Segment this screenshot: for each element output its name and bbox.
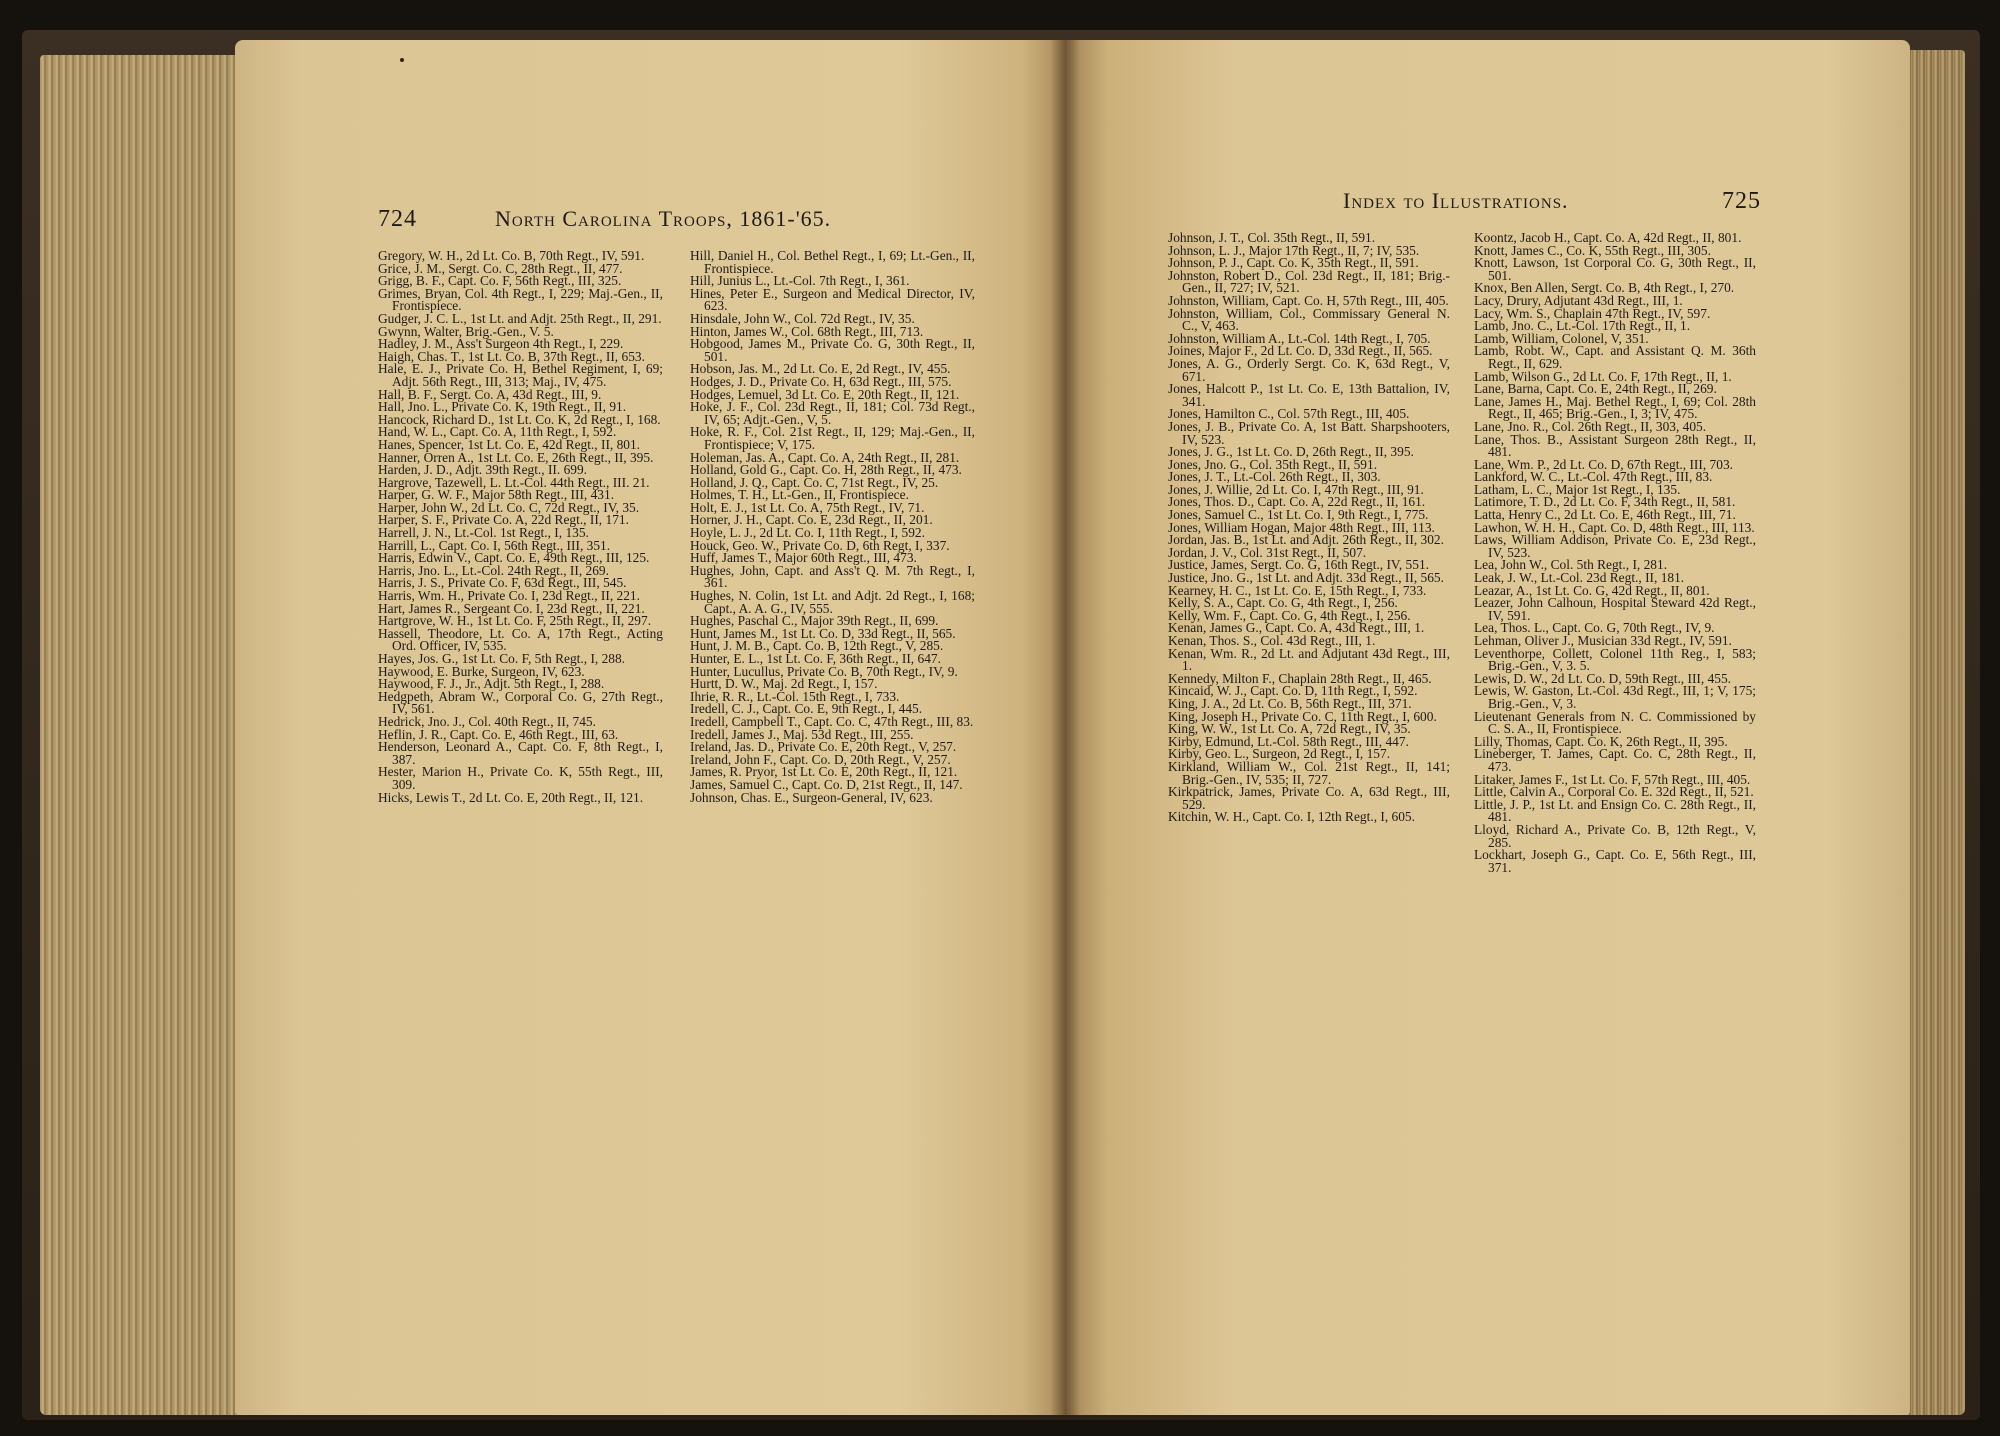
- index-entry: Holmes, T. H., Lt.-Gen., II, Frontispiece.: [690, 487, 909, 503]
- index-entry: Harris, Jno. L., Lt.-Col. 24th Regt., II, 269.: [378, 562, 609, 578]
- index-entry: Haywood, E. Burke, Surgeon, IV, 623.: [378, 663, 585, 679]
- index-entry: Haigh, Chas. T., 1st Lt. Co. B, 37th Regt., II, 653.: [378, 348, 645, 364]
- index-entry: Harper, G. W. F., Major 58th Regt., III, 431.: [378, 487, 615, 503]
- index-entry: Hodges, Lemuel, 3d Lt. Co. E, 20th Regt., II, 121.: [690, 386, 960, 402]
- index-entry: Hadley, J. M., Ass't Surgeon 4th Regt., I, 229.: [378, 336, 624, 352]
- index-entry: James, Samuel C., Capt. Co. D, 21st Regt., II, 147.: [690, 776, 963, 792]
- index-entry: Harper, John W., 2d Lt. Co. C, 72d Regt., IV, 35.: [378, 499, 640, 515]
- index-entry: Lieutenant Generals from N. C. Commissioned by C. S. A., II, Frontispiece.: [1474, 708, 1756, 737]
- index-entry: Jones, William Hogan, Major 48th Regt., III, 113.: [1168, 519, 1435, 535]
- index-entry: Iredell, Campbell T., Capt. Co. C, 47th Regt., III, 83.: [690, 713, 974, 729]
- index-entry: Lehman, Oliver J., Musician 33d Regt., IV, 591.: [1474, 633, 1732, 648]
- index-entry: Heflin, J. R., Capt. Co. E, 46th Regt., III, 63.: [378, 726, 619, 742]
- index-entry: Jones, J. T., Lt.-Col. 26th Regt., II, 303.: [1168, 469, 1381, 485]
- index-entry: Hale, E. J., Private Co. H, Bethel Regiment, I, 69; Adjt. 56th Regt., III, 313; Maj., IV, 475.: [378, 361, 663, 389]
- index-entry: Litaker, James F., 1st Lt. Co. F, 57th Regt., III, 405.: [1474, 771, 1751, 787]
- index-entry: James, R. Pryor, 1st Lt. Co. E, 20th Regt., II, 121.: [690, 764, 958, 780]
- index-entry: Jordan, J. V., Col. 31st Regt., II, 507.: [1168, 544, 1367, 560]
- index-entry: Hartgrove, W. H., 1st Lt. Co. F, 25th Regt., II, 297.: [378, 613, 652, 629]
- index-entry: Lewis, W. Gaston, Lt.-Col. 43d Regt., III, 1; V, 175; Brig.-Gen., V, 3.: [1474, 683, 1756, 711]
- index-entry: King, J. A., 2d Lt. Co. B, 56th Regt., III, 371.: [1168, 695, 1412, 711]
- index-entry: Lilly, Thomas, Capt. Co. K, 26th Regt., II, 395.: [1474, 733, 1728, 749]
- index-entry: Kearney, H. C., 1st Lt. Co. E, 15th Regt., I, 733.: [1168, 582, 1427, 598]
- index-entry: Hanner, Orren A., 1st Lt. Co. E, 26th Regt., II, 395.: [378, 449, 654, 465]
- index-entry: Gudger, J. C. L., 1st Lt. and Adjt. 25th Regt., II, 291.: [378, 310, 662, 326]
- index-entry: Jones, A. G., Orderly Sergt. Co. K, 63d Regt., V, 671.: [1168, 355, 1450, 384]
- index-entry: Grimes, Bryan, Col. 4th Regt., I, 229; Maj.-Gen., II, Frontispiece.: [378, 285, 663, 314]
- index-entry: Jones, Samuel C., 1st Lt. Co. I, 9th Regt., I, 775.: [1168, 507, 1429, 523]
- index-entry: Hart, James R., Sergeant Co. I, 23d Regt., II, 221.: [378, 600, 645, 616]
- index-entry: Harrill, L., Capt. Co. I, 56th Regt., III, 351.: [378, 537, 611, 553]
- index-entry: Hand, W. L., Capt. Co. A, 11th Regt., I, 592.: [378, 424, 617, 440]
- index-entry: Hoke, J. F., Col. 23d Regt., II, 181; Col. 73d Regt., IV, 65; Adjt.-Gen., V, 5.: [690, 399, 975, 427]
- index-entry: Lea, John W., Col. 5th Regt., I, 281.: [1474, 557, 1668, 573]
- index-entry: Kelly, S. A., Capt. Co. G, 4th Regt., I, 256.: [1168, 595, 1398, 611]
- index-entry: Gregory, W. H., 2d Lt. Co. B, 70th Regt., IV, 591.: [378, 248, 645, 263]
- index-entry: Kitchin, W. H., Capt. Co. I, 12th Regt., I, 605.: [1168, 809, 1415, 825]
- index-entry: Hughes, Paschal C., Major 39th Regt., II, 699.: [690, 613, 939, 629]
- index-entry: Knott, James C., Co. K, 55th Regt., III, 305.: [1474, 242, 1711, 258]
- index-entry: Lane, Jno. R., Col. 26th Regt., II, 303, 405.: [1474, 418, 1707, 434]
- index-entry: Leazer, John Calhoun, Hospital Steward 42d Regt., IV, 591.: [1474, 595, 1756, 623]
- index-entry: Hobgood, James M., Private Co. G, 30th Regt., II, 501.: [690, 336, 975, 364]
- index-entry: Kirby, Geo. L., Surgeon, 2d Regt., I, 157.: [1168, 746, 1391, 762]
- index-entry: Kenan, Wm. R., 2d Lt. and Adjutant 43d Regt., III, 1.: [1168, 645, 1450, 674]
- index-entry: Hunt, J. M. B., Capt. Co. B, 12th Regt., V, 285.: [690, 638, 944, 654]
- index-entry: Grice, J. M., Sergt. Co. C, 28th Regt., II, 477.: [378, 260, 623, 276]
- index-entry: Iredell, James J., Maj. 53d Regt., III, 255.: [690, 726, 914, 742]
- index-entry: Hines, Peter E., Surgeon and Medical Director, IV, 623.: [690, 285, 975, 314]
- index-entry: Hunter, Lucullus, Private Co. B, 70th Regt., IV, 9.: [690, 663, 958, 679]
- index-entry: Kincaid, W. J., Capt. Co. D, 11th Regt., I, 592.: [1168, 683, 1418, 699]
- index-entry: Johnston, William, Capt. Co. H, 57th Regt., III, 405.: [1168, 292, 1449, 308]
- index-entry: Justice, Jno. G., 1st Lt. and Adjt. 33d Regt., II, 565.: [1168, 570, 1444, 586]
- index-entry: Hill, Junius L., Lt.-Col. 7th Regt., I, 361.: [690, 273, 910, 289]
- index-entry: Johnston, William A., Lt.-Col. 14th Regt., I, 705.: [1168, 330, 1431, 346]
- index-entry: Ireland, John F., Capt. Co. D, 20th Regt., V, 257.: [690, 751, 951, 767]
- index-entry: Johnson, P. J., Capt. Co. K, 35th Regt., II, 591.: [1168, 255, 1419, 271]
- left-running-title: North Carolina Troops, 1861-'65.: [495, 206, 832, 231]
- index-entry: Laws, William Addison, Private Co. E, 23d Regt., IV, 523.: [1474, 532, 1756, 560]
- index-entry: Little, J. P., 1st Lt. and Ensign Co. C. 28th Regt., II, 481.: [1474, 796, 1756, 825]
- index-entry: Johnson, L. J., Major 17th Regt., II, 7; IV, 535.: [1168, 242, 1420, 258]
- index-entry: Lacy, Wm. S., Chaplain 47th Regt., IV, 597.: [1474, 305, 1711, 321]
- index-entry: Lloyd, Richard A., Private Co. B, 12th Regt., V, 285.: [1474, 821, 1756, 850]
- index-entry: Leventhorpe, Collett, Colonel 11th Reg., I, 583; Brig.-Gen., V, 3. 5.: [1474, 645, 1756, 674]
- index-entry: Jones, Hamilton C., Col. 57th Regt., III, 405.: [1168, 406, 1410, 422]
- index-entry: Harrell, J. N., Lt.-Col. 1st Regt., I, 135.: [378, 525, 589, 541]
- index-entry: Iredell, C. J., Capt. Co. E, 9th Regt., I, 445.: [690, 701, 923, 717]
- index-entry: Hicks, Lewis T., 2d Lt. Co. E, 20th Regt., II, 121.: [378, 789, 644, 805]
- index-entry: Jones, Jno. G., Col. 35th Regt., II, 591.: [1168, 456, 1378, 472]
- page-edges-right: [1905, 50, 1965, 1415]
- book-gutter: [1050, 40, 1080, 1415]
- index-entry: Hurtt, D. W., Maj. 2d Regt., I, 157.: [690, 676, 878, 692]
- index-entry: Lane, Thos. B., Assistant Surgeon 28th Regt., II, 481.: [1474, 431, 1756, 460]
- index-entry: Henderson, Leonard A., Capt. Co. F, 8th Regt., I, 387.: [378, 739, 663, 767]
- index-entry: Ihrie, R. R., Lt.-Col. 15th Regt., I, 733.: [690, 688, 900, 704]
- index-entry: Holland, J. Q., Capt. Co. C, 71st Regt., IV, 25.: [690, 474, 939, 490]
- index-entry: Hanes, Spencer, 1st Lt. Co. E, 42d Regt., II, 801.: [378, 436, 641, 452]
- index-entry: Hinsdale, John W., Col. 72d Regt., IV, 35.: [690, 310, 915, 326]
- index-entry: Jones, Halcott P., 1st Lt. Co. E, 13th Battalion, IV, 341.: [1168, 381, 1450, 409]
- index-entry: Knott, Lawson, 1st Corporal Co. G, 30th Regt., II, 501.: [1474, 255, 1756, 283]
- index-entry: Harper, S. F., Private Co. A, 22d Regt., II, 171.: [378, 512, 629, 528]
- index-entry: Leazar, A., 1st Lt. Co. G, 42d Regt., II, 801.: [1474, 582, 1710, 598]
- index-entry: Hassell, Theodore, Lt. Co. A, 17th Regt., Acting Ord. Officer, IV, 535.: [378, 625, 663, 654]
- index-entry: Hargrove, Tazewell, L. Lt.-Col. 44th Regt., III. 21.: [378, 474, 650, 490]
- index-entry: Lockhart, Joseph G., Capt. Co. E, 56th Regt., III, 371.: [1474, 847, 1756, 875]
- index-entry: Kelly, Wm. F., Capt. Co. G, 4th Regt., I, 256.: [1168, 607, 1411, 623]
- index-entry: Hunter, E. L., 1st Lt. Co. F, 36th Regt., II, 647.: [690, 651, 941, 666]
- index-entry: Hall, B. F., Sergt. Co. A, 43d Regt., III, 9.: [378, 386, 602, 402]
- index-entry: Hughes, N. Colin, 1st Lt. and Adjt. 2d Regt., I, 168; Capt., A. A. G., IV, 555.: [690, 588, 975, 616]
- index-entry: Lane, Barna, Capt. Co. E, 24th Regt., II, 269.: [1474, 381, 1717, 397]
- index-entry: Lane, James H., Maj. Bethel Regt., I, 69; Col. 28th Regt., II, 465; Brig.-Gen., I, 3; IV, 475.: [1474, 393, 1756, 422]
- left-page-number: 724: [378, 206, 417, 232]
- index-entry: Holland, Gold G., Capt. Co. H, 28th Regt., II, 473.: [690, 462, 962, 478]
- page-edges-left: [40, 55, 245, 1415]
- index-entry: Hayes, Jos. G., 1st Lt. Co. F, 5th Regt., I, 288.: [378, 651, 626, 666]
- index-entry: Kirby, Edmund, Lt.-Col. 58th Regt., III, 447.: [1168, 733, 1409, 749]
- right-index-column-2: [1474, 232, 1756, 874]
- index-entry: Justice, James, Sergt. Co. G, 16th Regt., IV, 551.: [1168, 557, 1429, 573]
- index-entry: Lawhon, W. H. H., Capt. Co. D, 48th Regt., III, 113.: [1474, 519, 1755, 535]
- index-entry: Hancock, Richard D., 1st Lt. Co. K, 2d Regt., I, 168.: [378, 411, 661, 427]
- index-entry: Kirkpatrick, James, Private Co. A, 63d Regt., III, 529.: [1168, 784, 1450, 812]
- index-entry: Haywood, F. J., Jr., Adjt. 5th Regt., I, 288.: [378, 676, 605, 692]
- index-entry: Leak, J. W., Lt.-Col. 23d Regt., II, 181.: [1474, 570, 1685, 586]
- index-entry: Harris, J. S., Private Co. F, 63d Regt., III, 545.: [378, 575, 627, 591]
- index-entry: King, Joseph H., Private Co. C, 11th Regt., I, 600.: [1168, 708, 1437, 724]
- index-entry: Jordan, Jas. B., 1st Lt. and Adjt. 26th Regt., II, 302.: [1168, 532, 1444, 548]
- index-entry: Jones, Thos. D., Capt. Co. A, 22d Regt., II, 161.: [1168, 494, 1426, 510]
- index-entry: Hall, Jno. L., Private Co. K, 19th Regt., II, 91.: [378, 399, 627, 415]
- index-entry: Lamb, Wilson G., 2d Lt. Co. F, 17th Regt., II, 1.: [1474, 368, 1732, 384]
- left-index-column-1: [378, 250, 663, 804]
- index-entry: Kenan, James G., Capt. Co. A, 43d Regt., III, 1.: [1168, 620, 1425, 636]
- index-entry: Jones, J. Willie, 2d Lt. Co. I, 47th Regt., III, 91.: [1168, 481, 1424, 497]
- index-entry: Lamb, Robt. W., Capt. and Assistant Q. M. 36th Regt., II, 629.: [1474, 343, 1756, 371]
- index-entry: Lewis, D. W., 2d Lt. Co. D, 59th Regt., III, 455.: [1474, 670, 1732, 686]
- index-entry: Ireland, Jas. D., Private Co. E, 20th Regt., V, 257.: [690, 739, 957, 755]
- index-entry: Jones, J. B., Private Co. A, 1st Batt. Sharpshooters, IV, 523.: [1168, 418, 1450, 447]
- index-entry: Harden, J. D., Adjt. 39th Regt., II. 699.: [378, 462, 588, 478]
- index-entry: Hodges, J. D., Private Co. H, 63d Regt., III, 575.: [690, 373, 952, 389]
- index-entry: Jones, J. G., 1st Lt. Co. D, 26th Regt., II, 395.: [1168, 444, 1414, 460]
- index-entry: Hoyle, L. J., 2d Lt. Co. I, 11th Regt., I, 592.: [690, 525, 925, 541]
- index-entry: King, W. W., 1st Lt. Co. A, 72d Regt., IV, 35.: [1168, 721, 1411, 737]
- index-entry: Hedrick, Jno. J., Col. 40th Regt., II, 745.: [378, 713, 596, 729]
- index-entry: Gwynn, Walter, Brig.-Gen., V. 5.: [378, 323, 554, 339]
- index-entry: Lamb, Jno. C., Lt.-Col. 17th Regt., II, 1.: [1474, 318, 1691, 334]
- index-entry: Lane, Wm. P., 2d Lt. Co. D, 67th Regt., III, 703.: [1474, 456, 1733, 472]
- ink-mark: [400, 58, 404, 62]
- index-entry: Grigg, B. F., Capt. Co. F, 56th Regt., III, 325.: [378, 273, 622, 289]
- index-entry: Hoke, R. F., Col. 21st Regt., II, 129; Maj.-Gen., II, Frontispiece; V, 175.: [690, 424, 975, 452]
- index-entry: Holt, E. J., 1st Lt. Co. A, 75th Regt., IV, 71.: [690, 499, 925, 515]
- index-entry: Kennedy, Milton F., Chaplain 28th Regt., II, 465.: [1168, 670, 1432, 686]
- index-entry: Johnson, J. T., Col. 35th Regt., II, 591.: [1168, 230, 1376, 245]
- index-entry: Kenan, Thos. S., Col. 43d Regt., III, 1.: [1168, 633, 1376, 648]
- index-entry: Lamb, William, Colonel, V, 351.: [1474, 330, 1649, 346]
- index-entry: Hobson, Jas. M., 2d Lt. Co. E, 2d Regt., IV, 455.: [690, 361, 951, 377]
- index-entry: Latimore, T. D., 2d Lt. Co. F, 34th Regt., II, 581.: [1474, 494, 1736, 510]
- index-entry: Horner, J. H., Capt. Co. E, 23d Regt., II, 201.: [690, 512, 933, 528]
- index-entry: Joines, Major F., 2d Lt. Co. D, 33d Regt., II, 565.: [1168, 343, 1433, 359]
- index-entry: Koontz, Jacob H., Capt. Co. A, 42d Regt., II, 801.: [1474, 230, 1742, 245]
- index-entry: Knox, Ben Allen, Sergt. Co. B, 4th Regt., I, 270.: [1474, 280, 1735, 296]
- index-entry: Holeman, Jas. A., Capt. Co. A, 24th Regt., II, 281.: [690, 449, 960, 465]
- index-entry: Hinton, James W., Col. 68th Regt., III, 713.: [690, 323, 924, 339]
- right-running-title: Index to Illustrations.: [1343, 188, 1569, 213]
- index-entry: Lankford, W. C., Lt.-Col. 47th Regt., III, 83.: [1474, 469, 1713, 485]
- right-page-number: 725: [1722, 188, 1761, 214]
- index-entry: Harris, Wm. H., Private Co. I, 23d Regt., II, 221.: [378, 588, 640, 604]
- index-entry: Harris, Edwin V., Capt. Co. E, 49th Regt., III, 125.: [378, 550, 650, 566]
- left-index-column-2: [690, 250, 975, 804]
- index-entry: Hedgpeth, Abram W., Corporal Co. G, 27th Regt., IV, 561.: [378, 688, 663, 717]
- index-entry: Johnston, William, Col., Commissary General N. C., V, 463.: [1168, 305, 1450, 334]
- index-entry: Hunt, James M., 1st Lt. Co. D, 33d Regt., II, 565.: [690, 625, 956, 641]
- index-entry: Lineberger, T. James, Capt. Co. C, 28th Regt., II, 473.: [1474, 746, 1756, 774]
- index-entry: Hester, Marion H., Private Co. K, 55th Regt., III, 309.: [378, 764, 663, 792]
- index-entry: Latta, Henry C., 2d Lt. Co. E, 46th Regt., III, 71.: [1474, 507, 1736, 523]
- right-index-column-1: [1168, 232, 1450, 824]
- index-entry: Huff, James T., Major 60th Regt., III, 473.: [690, 550, 917, 566]
- index-entry: Houck, Geo. W., Private Co. D, 6th Regt, I, 337.: [690, 537, 950, 553]
- index-entry: Latham, L. C., Major 1st Regt., I, 135.: [1474, 481, 1681, 497]
- index-entry: Lea, Thos. L., Capt. Co. G, 70th Regt., IV, 9.: [1474, 620, 1715, 636]
- index-entry: Little, Calvin A., Corporal Co. E. 32d Regt., II, 521.: [1474, 784, 1754, 800]
- index-entry: Johnston, Robert D., Col. 23d Regt., II, 181; Brig.-Gen., II, 727; IV, 521.: [1168, 267, 1450, 296]
- index-entry: Kirkland, William W., Col. 21st Regt., II, 141; Brig.-Gen., IV, 535; II, 727.: [1168, 758, 1450, 787]
- index-entry: Lacy, Drury, Adjutant 43d Regt., III, 1.: [1474, 292, 1683, 308]
- index-entry: Hughes, John, Capt. and Ass't Q. M. 7th Regt., I, 361.: [690, 562, 975, 591]
- index-entry: Hill, Daniel H., Col. Bethel Regt., I, 69; Lt.-Gen., II, Frontispiece.: [690, 248, 975, 276]
- index-entry: Johnson, Chas. E., Surgeon-General, IV, 623.: [690, 789, 933, 805]
